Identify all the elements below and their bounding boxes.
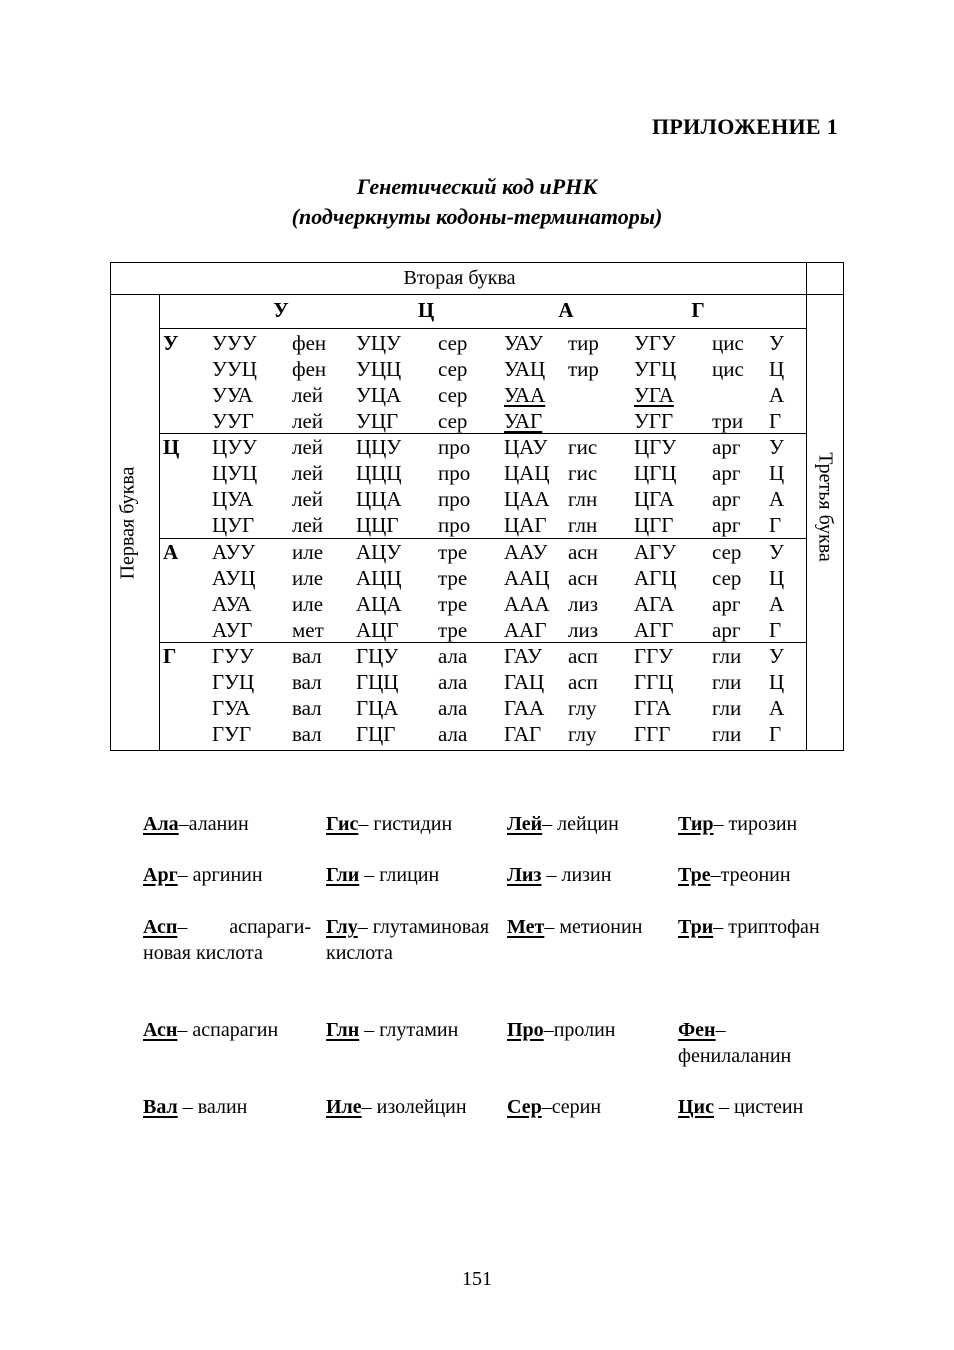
legend-item — [326, 914, 496, 966]
amino-acid: ала — [438, 644, 468, 668]
codon: АУУ — [212, 540, 256, 564]
codon: ЦГГ — [634, 513, 674, 537]
codon: АУГ — [212, 618, 253, 642]
second-letter-header: Ц — [417, 298, 435, 322]
codon: ГЦЦ — [356, 670, 399, 694]
amino-acid: лей — [292, 383, 324, 407]
codon: ЦГА — [634, 487, 675, 511]
codon: ГАА — [504, 696, 545, 720]
amino-acid: глу — [568, 696, 597, 720]
stop-codon: УАГ — [504, 409, 543, 433]
amino-acid: лиз — [568, 592, 599, 616]
third-letter: Ц — [769, 566, 785, 590]
amino-acid: лей — [292, 513, 324, 537]
third-letter-label: Третья буква — [814, 452, 837, 562]
legend-separator: – — [177, 864, 193, 886]
amino-acid: фен — [292, 357, 327, 381]
second-letter-header: Г — [691, 298, 705, 322]
amino-acid: про — [438, 487, 471, 511]
amino-acid: лиз — [568, 618, 599, 642]
codon: АГА — [634, 592, 675, 616]
amino-acid: лей — [292, 435, 324, 459]
codon: ЦУГ — [212, 513, 255, 537]
first-letter: А — [163, 540, 179, 564]
third-letter-divider — [806, 262, 807, 751]
codon: АЦГ — [356, 618, 399, 642]
amino-acid: лей — [292, 409, 324, 433]
legend-abbr: Тир — [678, 813, 714, 835]
legend-separator: – — [359, 1019, 380, 1041]
legend-name: валин — [197, 1096, 248, 1118]
legend-abbr: Сер — [507, 1096, 542, 1118]
amino-acid: сер — [438, 383, 468, 407]
legend-abbr: Глн — [326, 1019, 360, 1041]
codon: ГУЦ — [212, 670, 255, 694]
header-divider — [110, 294, 844, 295]
codon: АУА — [212, 592, 252, 616]
legend-name: цистеин — [733, 1096, 804, 1118]
page-number: 151 — [462, 1268, 492, 1290]
codon: АУЦ — [212, 566, 256, 590]
codon: УАЦ — [504, 357, 546, 381]
legend-item — [507, 1017, 667, 1043]
stop-codon: УГА — [634, 383, 674, 407]
codon: УАУ — [504, 331, 544, 355]
codon: ААУ — [504, 540, 548, 564]
codon: ЦГУ — [634, 435, 677, 459]
codon: УУУ — [212, 331, 257, 355]
amino-acid: асн — [568, 540, 598, 564]
amino-acid: сер — [438, 331, 468, 355]
codon: УУЦ — [212, 357, 257, 381]
codon: ГГЦ — [634, 670, 674, 694]
third-letter: У — [769, 331, 784, 355]
codon: ГЦУ — [356, 644, 399, 668]
amino-acid: иле — [292, 566, 324, 590]
legend-item — [326, 1017, 496, 1043]
amino-acid: арг — [712, 487, 741, 511]
codon: УУГ — [212, 409, 254, 433]
amino-acid: арг — [712, 592, 741, 616]
amino-acid: вал — [292, 696, 322, 720]
amino-acid: арг — [712, 461, 741, 485]
codon: ЦЦГ — [356, 513, 399, 537]
amino-acid: фен — [292, 331, 327, 355]
legend-name: изолейцин — [376, 1096, 467, 1118]
legend-item — [507, 914, 667, 940]
legend-abbr: Про — [507, 1019, 544, 1041]
amino-acid: тир — [568, 331, 599, 355]
third-letter: Ц — [769, 357, 785, 381]
codon: ААЦ — [504, 566, 550, 590]
legend-item — [507, 1094, 667, 1120]
codon: ГАГ — [504, 722, 542, 746]
legend-separator: – — [177, 1019, 193, 1041]
first-letter-label: Первая буква — [116, 466, 139, 580]
second-letter-header: А — [558, 298, 574, 322]
amino-acid: глн — [568, 513, 598, 537]
third-letter: А — [769, 696, 785, 720]
amino-acid: лей — [292, 461, 324, 485]
legend-name: тирозин — [728, 813, 798, 835]
legend-item — [326, 811, 496, 837]
legend-abbr: Ала — [143, 813, 179, 835]
third-letter: А — [769, 592, 785, 616]
amino-acid: тре — [438, 540, 468, 564]
legend-abbr: Асп — [143, 916, 178, 938]
amino-acid: сер — [438, 409, 468, 433]
codon: ЦЦА — [356, 487, 402, 511]
codon: ЦАЦ — [504, 461, 550, 485]
amino-acid: тре — [438, 566, 468, 590]
codon: ГГУ — [634, 644, 674, 668]
codon: ГУГ — [212, 722, 252, 746]
codon: ГАУ — [504, 644, 543, 668]
legend-separator: – — [361, 1096, 377, 1118]
table-title: Генетический код иРНК — [356, 174, 598, 199]
legend-name: гистидин — [373, 813, 453, 835]
amino-acid: про — [438, 435, 471, 459]
legend-abbr: Асн — [143, 1019, 178, 1041]
codon: ААА — [504, 592, 550, 616]
amino-acid: асп — [568, 644, 598, 668]
amino-acid: вал — [292, 644, 322, 668]
first-letter: Ц — [163, 435, 180, 459]
codon: АГУ — [634, 540, 677, 564]
codon: ГГГ — [634, 722, 671, 746]
codon: УГУ — [634, 331, 676, 355]
amino-acid: иле — [292, 540, 324, 564]
amino-acid: ала — [438, 722, 468, 746]
codon: АЦА — [356, 592, 402, 616]
codon: ЦУУ — [212, 435, 257, 459]
legend-abbr: Три — [678, 916, 714, 938]
appendix-heading: ПРИЛОЖЕНИЕ 1 — [651, 114, 838, 139]
legend-separator: – — [713, 1096, 734, 1118]
legend-abbr: Гис — [326, 813, 359, 835]
group-divider — [159, 538, 806, 539]
third-letter: А — [769, 383, 785, 407]
third-letter: А — [769, 487, 785, 511]
amino-acid: иле — [292, 592, 324, 616]
legend-abbr: Лей — [507, 813, 543, 835]
codon: ГУА — [212, 696, 251, 720]
legend-separator: – — [541, 1096, 552, 1118]
legend-item — [143, 1094, 311, 1120]
amino-acid: арг — [712, 513, 741, 537]
codon: ЦЦУ — [356, 435, 402, 459]
legend-separator: – — [357, 916, 373, 938]
codon: УЦЦ — [356, 357, 402, 381]
legend-abbr: Иле — [326, 1096, 362, 1118]
third-letter: Г — [769, 409, 782, 433]
codon: ГУУ — [212, 644, 254, 668]
amino-acid: сер — [712, 566, 742, 590]
third-letter: Ц — [769, 461, 785, 485]
codon: ГГА — [634, 696, 672, 720]
legend-separator: – — [541, 864, 562, 886]
amino-acid: про — [438, 461, 471, 485]
second-letter-label: Вторая буква — [403, 267, 516, 289]
third-letter: Г — [769, 513, 782, 537]
amino-acid: ала — [438, 670, 468, 694]
amino-acid: гли — [712, 696, 742, 720]
legend-name: треонин — [720, 864, 791, 886]
legend-separator: – — [544, 916, 560, 938]
amino-acid: вал — [292, 670, 322, 694]
codon: ГЦГ — [356, 722, 396, 746]
legend-abbr: Тре — [678, 864, 711, 886]
second-letter-divider — [159, 328, 806, 329]
legend-abbr: Цис — [678, 1096, 714, 1118]
legend-item — [507, 811, 667, 837]
legend-item — [143, 914, 311, 966]
legend-name: глицин — [379, 864, 440, 886]
amino-acid: цис — [712, 331, 744, 355]
amino-acid: арг — [712, 435, 741, 459]
legend-name: лейцин — [557, 813, 619, 835]
codon: УЦГ — [356, 409, 399, 433]
amino-acid: вал — [292, 722, 322, 746]
legend-name: глутамин — [379, 1019, 459, 1041]
first-letter: У — [163, 331, 179, 355]
codon: ЦЦЦ — [356, 461, 402, 485]
third-letter: Г — [769, 618, 782, 642]
stop-codon: УАА — [504, 383, 546, 407]
codon: ЦАА — [504, 487, 550, 511]
amino-acid: цис — [712, 357, 744, 381]
legend-name: аспараги-новая кислота — [143, 916, 311, 964]
legend-abbr: Лиз — [507, 864, 542, 886]
codon: АЦЦ — [356, 566, 402, 590]
codon: АГГ — [634, 618, 674, 642]
legend-separator: – — [713, 813, 729, 835]
amino-acid: гис — [568, 435, 598, 459]
legend-item — [143, 1017, 311, 1043]
second-letter-header: У — [273, 298, 289, 322]
legend-item — [678, 1094, 838, 1120]
amino-acid: тир — [568, 357, 599, 381]
first-letter-divider — [159, 294, 160, 751]
legend-abbr: Вал — [143, 1096, 178, 1118]
amino-acid: сер — [712, 540, 742, 564]
legend-name: триптофан — [728, 916, 820, 938]
third-letter: Г — [769, 722, 782, 746]
third-letter: У — [769, 435, 784, 459]
legend-name: метионин — [559, 916, 643, 938]
legend-item — [678, 862, 838, 888]
codon: ГАЦ — [504, 670, 545, 694]
codon: ЦГЦ — [634, 461, 677, 485]
amino-acid: асп — [568, 670, 598, 694]
amino-acid: сер — [438, 357, 468, 381]
legend-separator: – — [710, 864, 721, 886]
legend-abbr: Фен — [678, 1019, 716, 1041]
legend-separator: – — [177, 916, 230, 938]
legend-name: аспарагин — [192, 1019, 279, 1041]
legend-name: фенилаланин — [678, 1045, 792, 1067]
legend-item — [678, 811, 838, 837]
legend-item — [143, 862, 311, 888]
legend-separator: – — [713, 916, 729, 938]
third-letter: У — [769, 644, 784, 668]
third-letter: У — [769, 540, 784, 564]
amino-acid: про — [438, 513, 471, 537]
amino-acid: три — [712, 409, 744, 433]
amino-acid: арг — [712, 618, 741, 642]
legend-item — [507, 862, 667, 888]
third-letter: Ц — [769, 670, 785, 694]
amino-acid: тре — [438, 618, 468, 642]
amino-acid: гли — [712, 722, 742, 746]
legend-item — [143, 811, 311, 837]
codon: УУА — [212, 383, 253, 407]
codon: ААГ — [504, 618, 547, 642]
legend-separator: – — [359, 864, 380, 886]
amino-acid: глу — [568, 722, 597, 746]
legend-separator: – — [177, 1096, 198, 1118]
codon: АГЦ — [634, 566, 677, 590]
legend-separator: – — [178, 813, 189, 835]
amino-acid: гис — [568, 461, 598, 485]
amino-acid: глн — [568, 487, 598, 511]
legend-separator: – — [358, 813, 374, 835]
legend-name: аланин — [188, 813, 249, 835]
codon: УЦА — [356, 383, 402, 407]
codon: ЦУЦ — [212, 461, 258, 485]
codon: ГЦА — [356, 696, 399, 720]
amino-acid: лей — [292, 487, 324, 511]
codon: ЦАГ — [504, 513, 547, 537]
legend-abbr: Арг — [143, 864, 178, 886]
codon: АЦУ — [356, 540, 402, 564]
amino-acid: гли — [712, 644, 742, 668]
group-divider — [159, 642, 806, 643]
table-subtitle: (подчеркнуты кодоны-терминаторы) — [291, 204, 663, 229]
codon: УГГ — [634, 409, 674, 433]
legend-item — [326, 1094, 496, 1120]
legend-name: глутаминовая кислота — [326, 916, 490, 964]
legend-abbr: Глу — [326, 916, 358, 938]
legend-name: аргинин — [192, 864, 263, 886]
legend-separator: – — [715, 1019, 726, 1041]
legend-item — [678, 914, 838, 940]
legend-name: пролин — [553, 1019, 616, 1041]
legend-item — [678, 1017, 838, 1069]
legend-separator: – — [543, 1019, 554, 1041]
codon: ЦУА — [212, 487, 254, 511]
first-letter: Г — [163, 644, 177, 668]
legend-name: лизин — [561, 864, 612, 886]
amino-acid: асн — [568, 566, 598, 590]
codon: УГЦ — [634, 357, 677, 381]
amino-acid: мет — [292, 618, 324, 642]
legend-name: серин — [551, 1096, 602, 1118]
amino-acid: ала — [438, 696, 468, 720]
codon: ЦАУ — [504, 435, 548, 459]
amino-acid: тре — [438, 592, 468, 616]
codon: УЦУ — [356, 331, 401, 355]
legend-abbr: Мет — [507, 916, 545, 938]
legend-item — [326, 862, 496, 888]
legend-abbr: Гли — [326, 864, 360, 886]
amino-acid: гли — [712, 670, 742, 694]
legend-separator: – — [542, 813, 558, 835]
